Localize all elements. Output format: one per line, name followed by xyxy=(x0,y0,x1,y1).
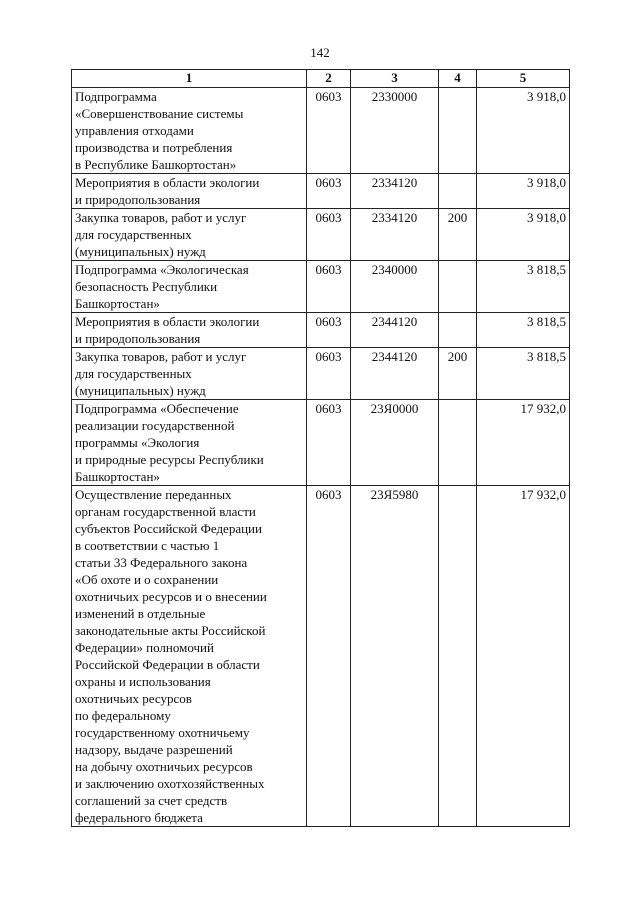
row-amount: 3 818,5 xyxy=(477,261,570,313)
row-section: 0603 xyxy=(307,486,351,827)
row-name: Закупка товаров, работ и услуг для государственных (муниципальных) нужд xyxy=(72,348,307,400)
row-amount: 3 818,5 xyxy=(477,348,570,400)
column-header-section: 2 xyxy=(307,70,351,88)
table-row xyxy=(72,88,570,174)
row-section: 0603 xyxy=(307,313,351,348)
table-row xyxy=(72,261,570,313)
column-header-expense-type: 4 xyxy=(439,70,477,88)
table-header-row xyxy=(72,70,570,88)
row-expense-type xyxy=(439,174,477,209)
row-name: Осуществление переданных органам государственной власти субъектов Российской Федерации в соответствии с частью 1 статьи 33 Федерального закона «Об охоте и о сохранении охотничьих ресурсов и о внесении изменений в отдельные законодательные акты Российской Федерации» полномочий Российской Федерации в области охраны и использования охотничьих ресурсов по федеральному государственному охотничьему надзору, выдаче разрешений на добычу охотничьих ресурсов и заключению охотхозяйственных соглашений за счет средств федерального бюджета xyxy=(72,486,307,827)
row-section: 0603 xyxy=(307,209,351,261)
row-expense-type xyxy=(439,313,477,348)
table-row xyxy=(72,486,570,827)
row-amount: 3 918,0 xyxy=(477,174,570,209)
budget-table xyxy=(71,69,570,827)
row-target-code: 2334120 xyxy=(351,209,439,261)
row-expense-type xyxy=(439,88,477,174)
row-name: Закупка товаров, работ и услуг для государственных (муниципальных) нужд xyxy=(72,209,307,261)
row-name: Подпрограмма «Экологическая безопасность Республики Башкортостан» xyxy=(72,261,307,313)
table-row xyxy=(72,348,570,400)
row-section: 0603 xyxy=(307,261,351,313)
row-expense-type xyxy=(439,486,477,827)
row-name: Мероприятия в области экологии и природопользования xyxy=(72,313,307,348)
row-expense-type: 200 xyxy=(439,348,477,400)
row-amount: 3 918,0 xyxy=(477,209,570,261)
table-row xyxy=(72,313,570,348)
row-target-code: 2340000 xyxy=(351,261,439,313)
row-amount: 17 932,0 xyxy=(477,400,570,486)
row-section: 0603 xyxy=(307,348,351,400)
row-target-code: 2344120 xyxy=(351,348,439,400)
row-amount: 17 932,0 xyxy=(477,486,570,827)
row-section: 0603 xyxy=(307,174,351,209)
row-name: Мероприятия в области экологии и природопользования xyxy=(72,174,307,209)
row-amount: 3 918,0 xyxy=(477,88,570,174)
row-name: Подпрограмма «Обеспечение реализации государственной программы «Экология и природные ресурсы Республики Башкортостан» xyxy=(72,400,307,486)
row-target-code: 2334120 xyxy=(351,174,439,209)
row-section: 0603 xyxy=(307,88,351,174)
row-name: Подпрограмма «Совершенствование системы управления отходами производства и потребления в Республике Башкортостан» xyxy=(72,88,307,174)
table-row xyxy=(72,400,570,486)
row-expense-type xyxy=(439,261,477,313)
row-amount: 3 818,5 xyxy=(477,313,570,348)
row-target-code: 2344120 xyxy=(351,313,439,348)
row-section: 0603 xyxy=(307,400,351,486)
column-header-target-code: 3 xyxy=(351,70,439,88)
page-number: 142 xyxy=(310,45,330,60)
table-row xyxy=(72,209,570,261)
row-expense-type: 200 xyxy=(439,209,477,261)
row-target-code: 23Я5980 xyxy=(351,486,439,827)
column-header-name: 1 xyxy=(72,70,307,88)
row-target-code: 23Я0000 xyxy=(351,400,439,486)
row-target-code: 2330000 xyxy=(351,88,439,174)
table-row xyxy=(72,174,570,209)
row-expense-type xyxy=(439,400,477,486)
column-header-amount: 5 xyxy=(477,70,570,88)
